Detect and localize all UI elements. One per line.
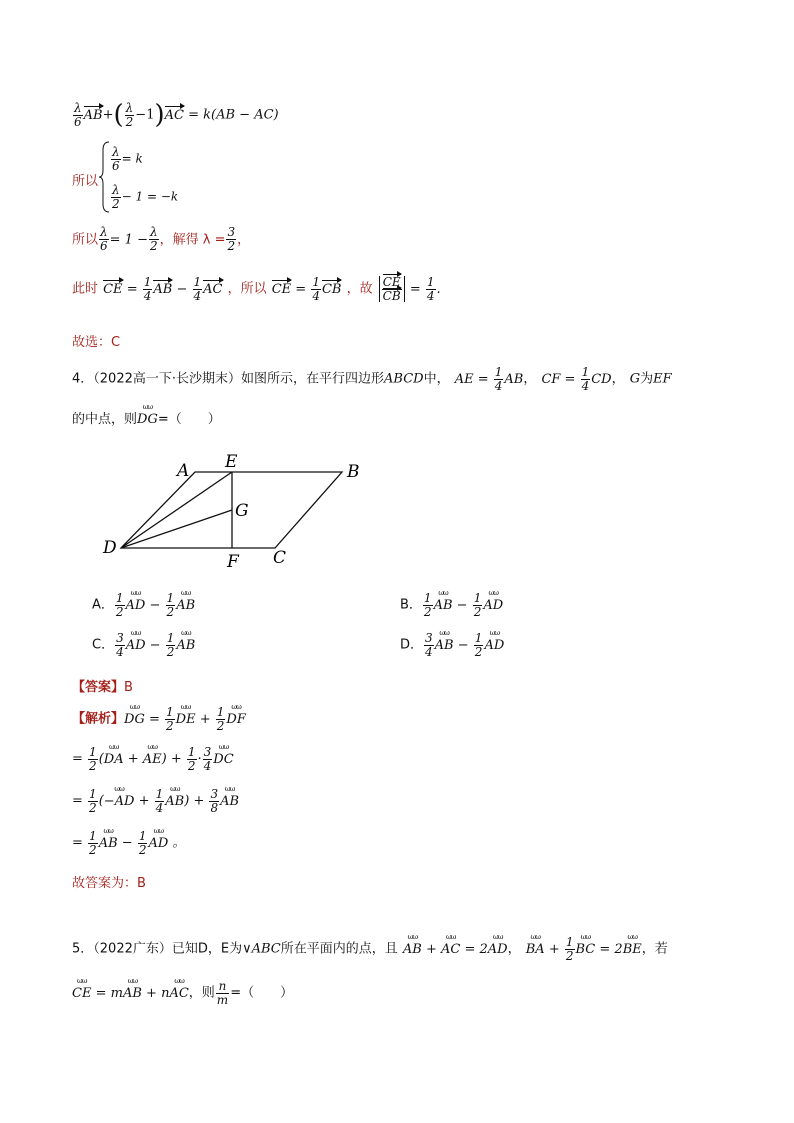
label-g: G — [235, 501, 249, 521]
equation-rhs: k(AB − AC) — [203, 107, 279, 123]
analysis-line-2: = $\frac{1}{2}$ (ωω DA + ωω AE) + $\frac{1}{2}$ · $\frac{3}{4}$ ωω DC — [72, 746, 234, 772]
answer-line: 【答案】B — [72, 680, 133, 695]
question-5-line-1: 5．（2022广东）已知D，E为∨ABC所在平面内的点，且 ωω AB + ωω AC = 2ωω AD， ωω BA + $\frac{1}{2}$ ωω BC = 2ωω BE，若 — [72, 936, 668, 962]
label-f: F — [227, 552, 239, 572]
option-c[interactable]: C． $\frac{3}{4}$ ωω AD − $\frac{1}{2}$ ωω AB — [92, 632, 195, 658]
system-equation-1: $\frac{\lambda}{6}$ = k — [112, 145, 143, 173]
solve-line: 所以 $\frac{\lambda}{6}$ = 1 − $\frac{\lambda}{2}$ ，解得 λ = $\frac{3}{2}$ ， — [72, 225, 251, 253]
label-a: A — [177, 461, 190, 481]
label-e: E — [225, 452, 238, 472]
selection-c: 故选：C — [72, 335, 121, 350]
option-a[interactable]: A． $\frac{1}{2}$ ωω AD − $\frac{1}{2}$ ωω AB — [92, 592, 195, 618]
parallelogram-figure — [95, 450, 385, 575]
analysis-line-1: 【解析】ωω DG = $\frac{1}{2}$ ωω DE + $\frac{1}{2}$ ωω DF — [72, 706, 246, 732]
question-5-line-2: ωω CE = mωω AB + nωω AC，则 $\frac{n}{m}$ =（ ） — [72, 980, 293, 1006]
segment-de — [121, 472, 232, 548]
label-b: B — [347, 462, 360, 482]
system-equation-2: $\frac{\lambda}{2}$ − 1 = −k — [112, 183, 179, 211]
option-b[interactable]: B． $\frac{1}{2}$ ωω AB − $\frac{1}{2}$ ωω AD — [400, 592, 503, 618]
segment-dg — [121, 510, 232, 548]
selection-b: 故答案为：B — [72, 876, 146, 891]
label-c: C — [273, 548, 287, 568]
analysis-line-4: = $\frac{1}{2}$ ωω AB − $\frac{1}{2}$ ωω AD 。 — [72, 830, 185, 856]
option-d[interactable]: D． $\frac{3}{4}$ ωω AB − $\frac{1}{2}$ ωω AD — [400, 632, 504, 658]
question-4-line-2: 的中点，则ωω DG=（ ） — [72, 408, 221, 427]
label-d: D — [103, 538, 117, 558]
condition-line: 此时 CE = $\frac{1}{4}$ AB − $\frac{1}{4}$ AC ，所以 CE = $\frac{1}{4}$ CB ，故 $\frac{CE}{CB}$ = $\frac{1}{4}$ . — [72, 275, 441, 303]
equation-vector-combination: $\frac{\lambda}{6}$ AB+( $\frac{\lambda}{2}$ −1)AC = k(AB − AC) — [74, 100, 279, 130]
system-label: 所以 — [72, 174, 99, 189]
question-4-line-1: 4．（2022高一下·长沙期末）如图所示，在平行四边形ABCD中， AE = $\frac{1}{4}$ AB， CF = $\frac{1}{4}$ CD， G为EF — [72, 365, 672, 393]
analysis-line-3: = $\frac{1}{2}$ (ωω −AD + $\frac{1}{4}$ ωω AB) + $\frac{3}{8}$ ωω AB — [72, 788, 239, 814]
